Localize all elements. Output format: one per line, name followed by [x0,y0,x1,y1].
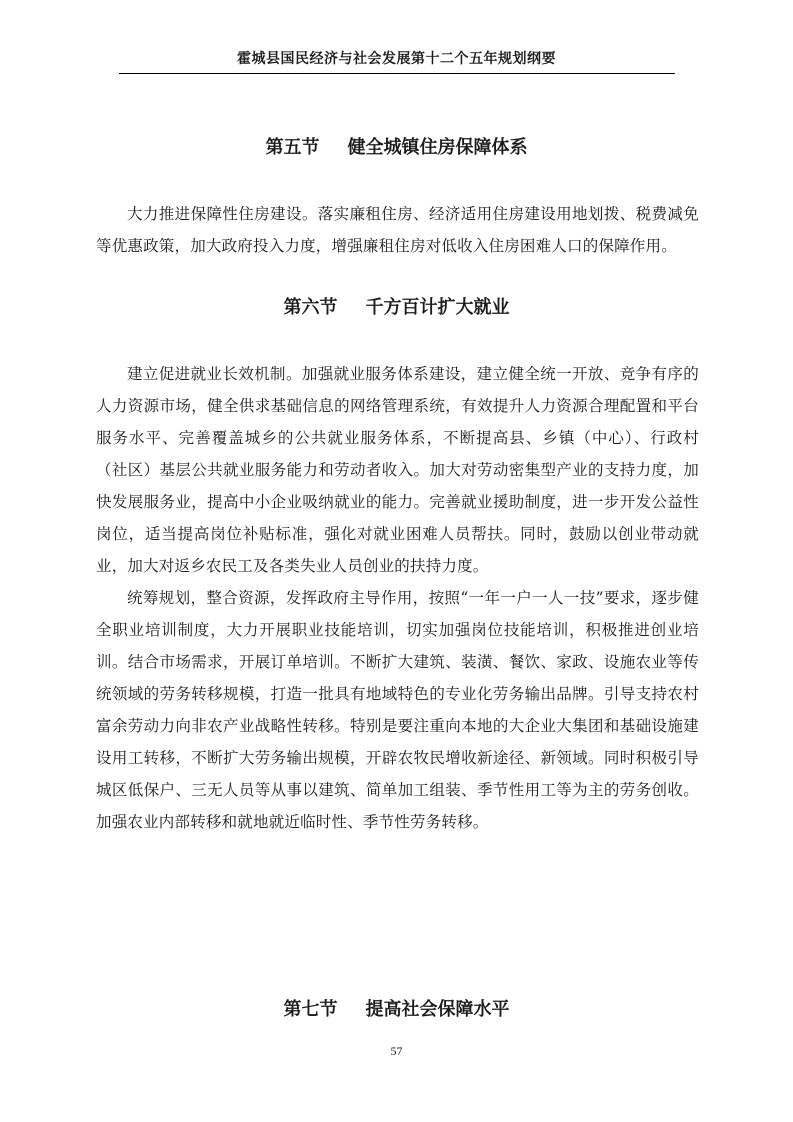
header-rule [119,73,675,74]
section-number: 第六节 [283,297,338,318]
page-number: 57 [390,1044,403,1058]
section-heading-5 [0,136,793,160]
section-heading-7 [0,998,793,1022]
running-header: 霍城县国民经济与社会发展第十二个五年规划纲要 [237,51,556,67]
paragraph: 大力推进保障性住房建设。落实廉租住房、经济适用住房建设用地划拨、税费减免等优惠政策，加大政府投入力度，增强廉租住房对低收入住房困难人口的保障作用。 [96,205,699,255]
section-number: 第五节 [265,137,320,158]
section-number: 第七节 [283,999,338,1020]
section-title: 提高社会保障水平 [365,999,510,1020]
section-body-6 [96,358,699,838]
paragraph: 建立促进就业长效机制。加强就业服务体系建设，建立健全统一开放、竞争有序的人力资源市场，健全供求基础信息的网络管理系统，有效提升人力资源合理配置和平台服务水平、完善覆盖城乡的公共就业服务体系，不断提高县、乡镇（中心）、行政村（社区）基层公共就业服务能力和劳动者收入。加大对劳动密集型产业的支持力度，加快发展服务业，提高中小企业吸纳就业的能力。完善就业援助制度，进一步开发公益性岗位，适当提高岗位补贴标准，强化对就业困难人员帮扶。同时，鼓励以创业带动就业，加大对返乡农民工及各类失业人员创业的扶持力度。 [96,365,699,575]
section-body-5 [96,198,699,262]
section-title: 健全城镇住房保障体系 [347,137,528,158]
paragraph: 统筹规划，整合资源，发挥政府主导作用，按照“一年一户一人一技”要求，逐步健全职业培训制度，大力开展职业技能培训，切实加强岗位技能培训，积极推进创业培训。结合市场需求，开展订单培训。不断扩大建筑、装潢、餐饮、家政、设施农业等传统领域的劳务转移规模，打造一批具有地域特色的专业化劳务输出品牌。引导支持农村富余劳动力向非农产业战略性转移。特别是要注重向本地的大企业大集团和基础设施建设用工转移，不断扩大劳务输出规模，开辟农牧民增收新途径、新领域。同时积极引导城区低保户、三无人员等从事以建筑、简单加工组装、季节性用工等为主的劳务创收。加强农业内部转移和就地就近临时性、季节性劳务转移。 [96,589,699,831]
section-heading-6 [0,296,793,320]
section-title: 千方百计扩大就业 [365,297,510,318]
